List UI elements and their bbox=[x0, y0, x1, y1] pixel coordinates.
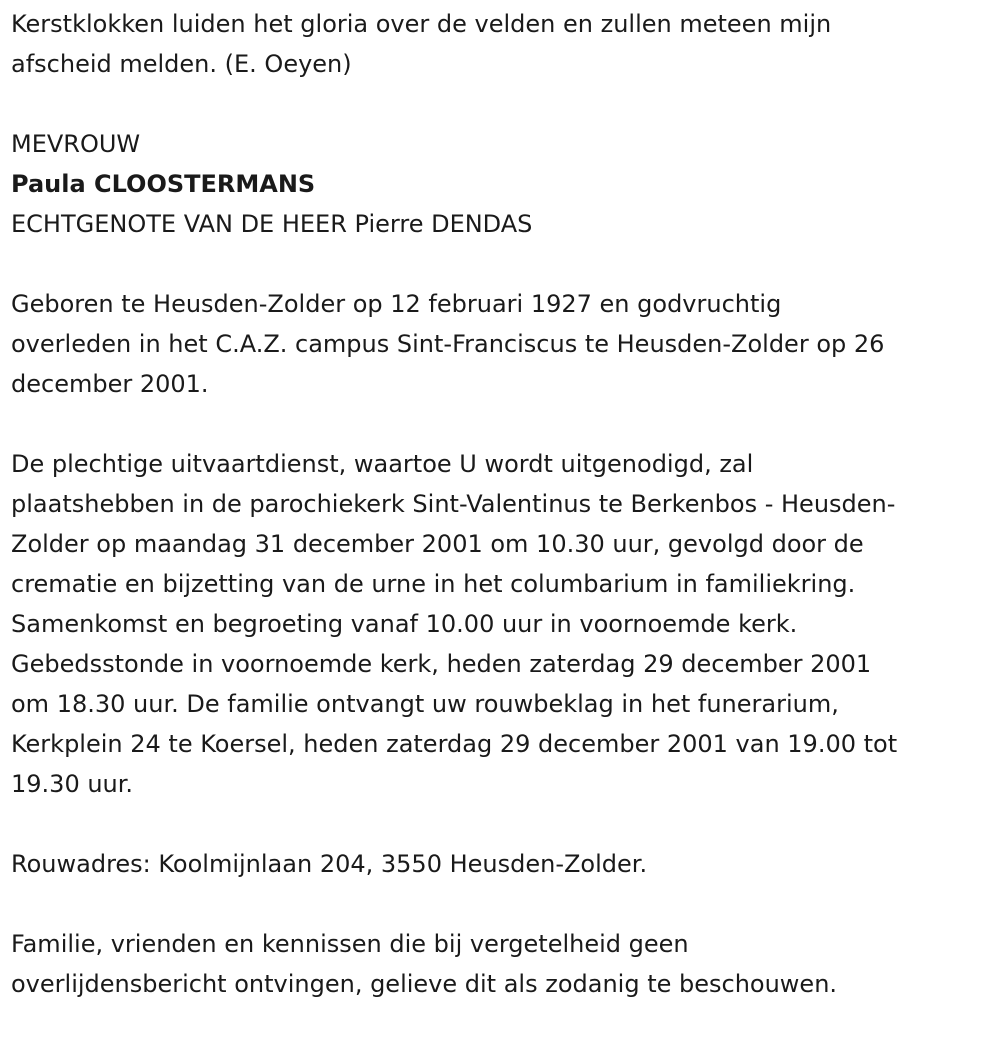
funeral-line: Gebedsstonde in voornoemde kerk, heden zaterdag 29 december 2001 bbox=[11, 650, 872, 678]
mourning-address bbox=[11, 844, 992, 884]
quote-line: Kerstklokken luiden het gloria over de velden en zullen meteen mijn bbox=[11, 10, 832, 38]
closing-line: Familie, vrienden en kennissen die bij vergetelheid geen bbox=[11, 930, 689, 958]
deceased-name: Paula CLOOSTERMANS bbox=[11, 170, 316, 198]
opening-quote bbox=[11, 4, 992, 84]
birth-death-line: overleden in het C.A.Z. campus Sint-Franciscus te Heusden-Zolder op 26 bbox=[11, 330, 885, 358]
funeral-line: Samenkomst en begroeting vanaf 10.00 uur in voornoemde kerk. bbox=[11, 610, 798, 638]
funeral-line: om 18.30 uur. De familie ontvangt uw rouwbeklag in het funerarium, bbox=[11, 690, 839, 718]
deceased-relation: ECHTGENOTE VAN DE HEER Pierre DENDAS bbox=[11, 210, 533, 238]
birth-death-line: december 2001. bbox=[11, 370, 209, 398]
funeral-line: plaatshebben in de parochiekerk Sint-Valentinus te Berkenbos - Heusden- bbox=[11, 490, 896, 518]
quote-line: afscheid melden. (E. Oeyen) bbox=[11, 50, 352, 78]
funeral-line: Kerkplein 24 te Koersel, heden zaterdag 29 december 2001 van 19.00 tot bbox=[11, 730, 898, 758]
deceased-header bbox=[11, 124, 992, 244]
funeral-paragraph bbox=[11, 444, 992, 804]
funeral-line: De plechtige uitvaartdienst, waartoe U wordt uitgenodigd, zal bbox=[11, 450, 754, 478]
closing-line: overlijdensbericht ontvingen, gelieve dit als zodanig te beschouwen. bbox=[11, 970, 838, 998]
deceased-title: MEVROUW bbox=[11, 130, 141, 158]
funeral-line: 19.30 uur. bbox=[11, 770, 134, 798]
birth-death-line: Geboren te Heusden-Zolder op 12 februari 1927 en godvruchtig bbox=[11, 290, 782, 318]
birth-death-paragraph bbox=[11, 284, 992, 404]
funeral-line: Zolder op maandag 31 december 2001 om 10.30 uur, gevolgd door de bbox=[11, 530, 864, 558]
address-line: Rouwadres: Koolmijnlaan 204, 3550 Heusden-Zolder. bbox=[11, 850, 648, 878]
funeral-line: crematie en bijzetting van de urne in het columbarium in familiekring. bbox=[11, 570, 856, 598]
closing-paragraph bbox=[11, 924, 992, 1004]
